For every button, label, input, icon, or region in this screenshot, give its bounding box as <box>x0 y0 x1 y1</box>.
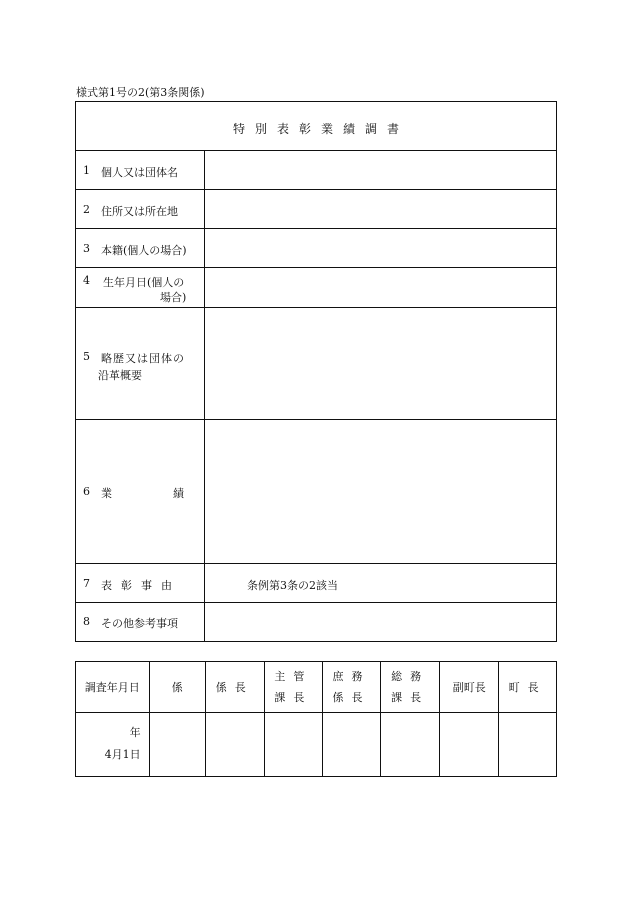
header-mayor: 町長 <box>499 662 556 712</box>
row-achievements <box>76 420 556 564</box>
survey-date-cell[interactable] <box>76 712 149 776</box>
address-field[interactable] <box>205 190 556 228</box>
row-label <box>76 190 204 228</box>
row-number: 5 <box>83 350 90 363</box>
stamp-clerk[interactable] <box>149 712 205 776</box>
stamp-general-affairs-manager[interactable] <box>381 712 440 776</box>
row-label <box>76 564 204 602</box>
row-number: 3 <box>83 242 90 255</box>
row-label-line1: 生年月日(個人の <box>103 276 185 289</box>
header-clerk: 係 <box>149 662 205 712</box>
header-manager: 主管 課長 <box>264 662 322 712</box>
row-address <box>76 190 556 229</box>
row-label <box>76 420 204 563</box>
birthdate-field[interactable] <box>205 268 556 307</box>
header-general-affairs-chief: 庶務 係長 <box>322 662 380 712</box>
row-reason <box>76 564 556 603</box>
row-label-text: その他参考事項 <box>101 617 178 630</box>
stamp-deputy-mayor[interactable] <box>440 712 499 776</box>
header-survey-date: 調査年月日 <box>76 662 149 712</box>
row-label-text: 本籍(個人の場合) <box>101 244 187 257</box>
approval-stamp-table <box>75 661 557 777</box>
stamp-chief[interactable] <box>205 712 264 776</box>
row-history <box>76 308 556 420</box>
domicile-field[interactable] <box>205 229 556 267</box>
row-birthdate <box>76 268 556 308</box>
row-name <box>76 151 556 190</box>
row-number: 2 <box>83 203 90 216</box>
row-number: 1 <box>83 164 90 177</box>
date-year: 年 <box>129 726 141 740</box>
header-chief: 係長 <box>205 662 264 712</box>
row-label <box>76 151 204 189</box>
form-title: 特別表彰業績調書 <box>232 122 409 136</box>
achievement-record-form <box>75 101 557 642</box>
row-number: 4 <box>83 274 90 287</box>
name-field[interactable] <box>205 151 556 189</box>
header-deputy-mayor: 副町長 <box>440 662 499 712</box>
row-label <box>76 268 204 307</box>
row-label-line2: 沿革概要 <box>98 369 142 382</box>
row-number: 7 <box>83 577 90 590</box>
row-label-line2: 場合) <box>160 291 187 304</box>
stamp-general-affairs-chief[interactable] <box>322 712 380 776</box>
row-label-char-a: 業 <box>101 487 112 500</box>
row-label-text: 住所又は所在地 <box>101 205 178 218</box>
stamp-mayor[interactable] <box>499 712 556 776</box>
other-notes-field[interactable] <box>205 603 556 641</box>
row-label <box>76 603 204 641</box>
row-label-char-b: 績 <box>173 487 184 500</box>
row-label <box>76 229 204 267</box>
row-label-text: 個人又は団体名 <box>101 166 178 179</box>
row-label <box>76 308 204 419</box>
header-general-affairs-manager: 総務 課長 <box>381 662 440 712</box>
row-number: 6 <box>83 485 90 498</box>
title-row <box>76 102 556 151</box>
history-field[interactable] <box>205 308 556 419</box>
date-month-day: 4月1日 <box>104 748 141 762</box>
row-other-notes <box>76 603 556 641</box>
achievements-field[interactable] <box>205 420 556 563</box>
row-domicile <box>76 229 556 268</box>
reason-field[interactable] <box>205 564 556 602</box>
reason-value: 条例第3条の2該当 <box>247 579 338 592</box>
form-number-label: 様式第1号の2(第3条関係) <box>76 86 205 99</box>
row-label-line1: 略歴又は団体の <box>101 352 185 365</box>
stamp-manager[interactable] <box>264 712 322 776</box>
row-number: 8 <box>83 615 90 628</box>
row-label-text: 表彰事由 <box>101 579 181 592</box>
